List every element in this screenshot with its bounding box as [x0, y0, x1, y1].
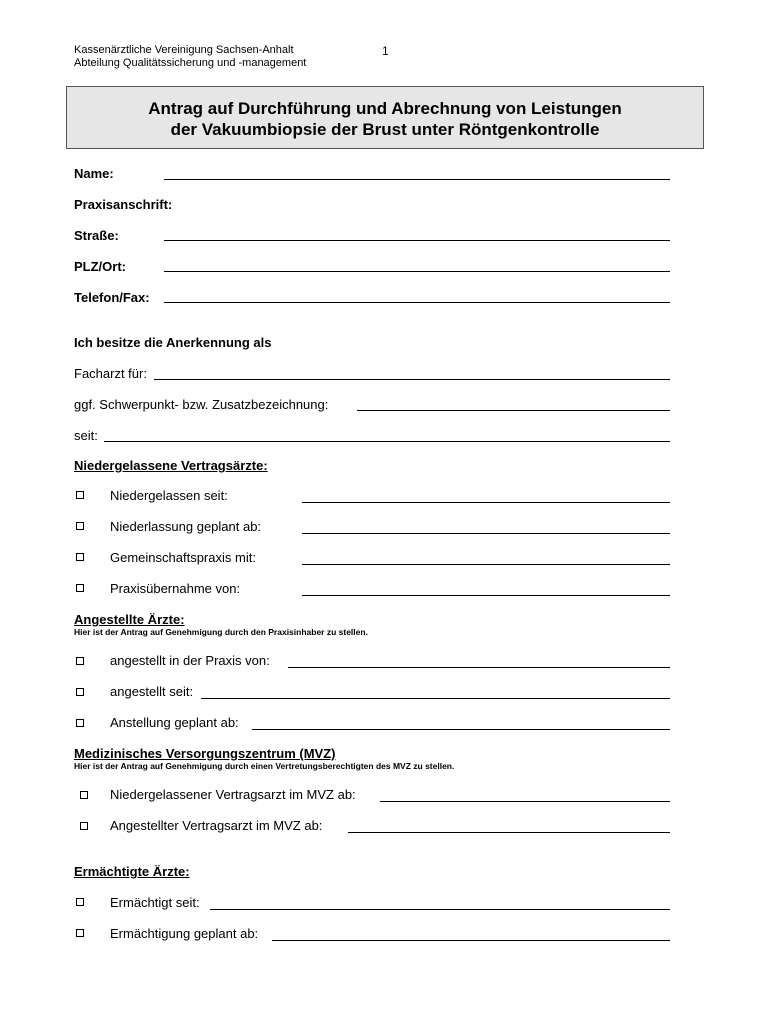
ermaechtigt-seit-field[interactable]	[210, 909, 670, 910]
praxisanschrift-label: Praxisanschrift:	[74, 197, 173, 212]
name-label: Name:	[74, 166, 114, 181]
title-line-1: Antrag auf Durchführung und Abrechnung von Leistungen	[148, 99, 622, 118]
niedergelassen-seit-field[interactable]	[302, 502, 670, 503]
gemeinschaftspraxis-label: Gemeinschaftspraxis mit:	[110, 550, 256, 565]
facharzt-label: Facharzt für:	[74, 366, 147, 381]
niedergelassen-seit-checkbox[interactable]	[76, 491, 84, 499]
praxisuebernahme-field[interactable]	[302, 595, 670, 596]
angestellt-seit-field[interactable]	[201, 698, 670, 699]
seit-label: seit:	[74, 428, 98, 443]
angestellt-praxis-field[interactable]	[288, 667, 670, 668]
title-box	[66, 86, 704, 149]
angestellt-seit-label: angestellt seit:	[110, 684, 194, 699]
org-name: Kassenärztliche Vereinigung Sachsen-Anhalt	[74, 44, 294, 56]
title-line-2: der Vakuumbiopsie der Brust unter Röntgenkontrolle	[170, 120, 600, 139]
gemeinschaftspraxis-checkbox[interactable]	[76, 553, 84, 561]
mvz-niedergelassen-field[interactable]	[380, 801, 670, 802]
schwerpunkt-field[interactable]	[357, 410, 670, 411]
mvz-note: Hier ist der Antrag auf Genehmigung durch einen Vertretungsberechtigten des MVZ zu stellen.	[74, 761, 455, 771]
anstellung-geplant-field[interactable]	[252, 729, 670, 730]
mvz-niedergelassen-label: Niedergelassener Vertragsarzt im MVZ ab:	[110, 787, 356, 802]
niederlassung-geplant-field[interactable]	[302, 533, 670, 534]
mvz-angestellt-field[interactable]	[348, 832, 670, 833]
praxisuebernahme-label: Praxisübernahme von:	[110, 581, 241, 596]
seit-field[interactable]	[104, 441, 670, 442]
angestellt-seit-checkbox[interactable]	[76, 688, 84, 696]
mvz-angestellt-label: Angestellter Vertragsarzt im MVZ ab:	[110, 818, 323, 833]
mvz-heading: Medizinisches Versorgungszentrum (MVZ)	[74, 746, 336, 761]
angestellt-praxis-checkbox[interactable]	[76, 657, 84, 665]
document-header	[74, 44, 306, 70]
org-department: Abteilung Qualitätssicherung und -management	[74, 57, 307, 69]
strasse-field[interactable]	[164, 240, 670, 241]
anerkennung-heading: Ich besitze die Anerkennung als	[74, 335, 272, 350]
ermaechtigt-seit-checkbox[interactable]	[76, 898, 84, 906]
mvz-angestellt-checkbox[interactable]	[80, 822, 88, 830]
plz-ort-field[interactable]	[164, 271, 670, 272]
praxisuebernahme-checkbox[interactable]	[76, 584, 84, 592]
angestellte-heading: Angestellte Ärzte:	[74, 612, 185, 627]
niederlassung-geplant-checkbox[interactable]	[76, 522, 84, 530]
ermaechtigte-heading: Ermächtigte Ärzte:	[74, 864, 190, 879]
ermaechtigung-geplant-checkbox[interactable]	[76, 929, 84, 937]
page-number: 1	[382, 44, 389, 58]
name-field[interactable]	[164, 179, 670, 180]
ermaechtigt-seit-label: Ermächtigt seit:	[110, 895, 200, 910]
schwerpunkt-label: ggf. Schwerpunkt- bzw. Zusatzbezeichnung:	[74, 397, 329, 412]
telefon-fax-label: Telefon/Fax:	[74, 290, 150, 305]
anstellung-geplant-label: Anstellung geplant ab:	[110, 715, 239, 730]
gemeinschaftspraxis-field[interactable]	[302, 564, 670, 565]
anstellung-geplant-checkbox[interactable]	[76, 719, 84, 727]
facharzt-field[interactable]	[154, 379, 670, 380]
strasse-label: Straße:	[74, 228, 119, 243]
telefon-fax-field[interactable]	[164, 302, 670, 303]
angestellte-note: Hier ist der Antrag auf Genehmigung durch den Praxisinhaber zu stellen.	[74, 627, 368, 637]
ermaechtigung-geplant-label: Ermächtigung geplant ab:	[110, 926, 259, 941]
angestellt-praxis-label: angestellt in der Praxis von:	[110, 653, 270, 668]
plz-ort-label: PLZ/Ort:	[74, 259, 126, 274]
niedergelassene-heading: Niedergelassene Vertragsärzte:	[74, 458, 268, 473]
niedergelassen-seit-label: Niedergelassen seit:	[110, 488, 228, 503]
ermaechtigung-geplant-field[interactable]	[272, 940, 670, 941]
niederlassung-geplant-label: Niederlassung geplant ab:	[110, 519, 262, 534]
mvz-niedergelassen-checkbox[interactable]	[80, 791, 88, 799]
